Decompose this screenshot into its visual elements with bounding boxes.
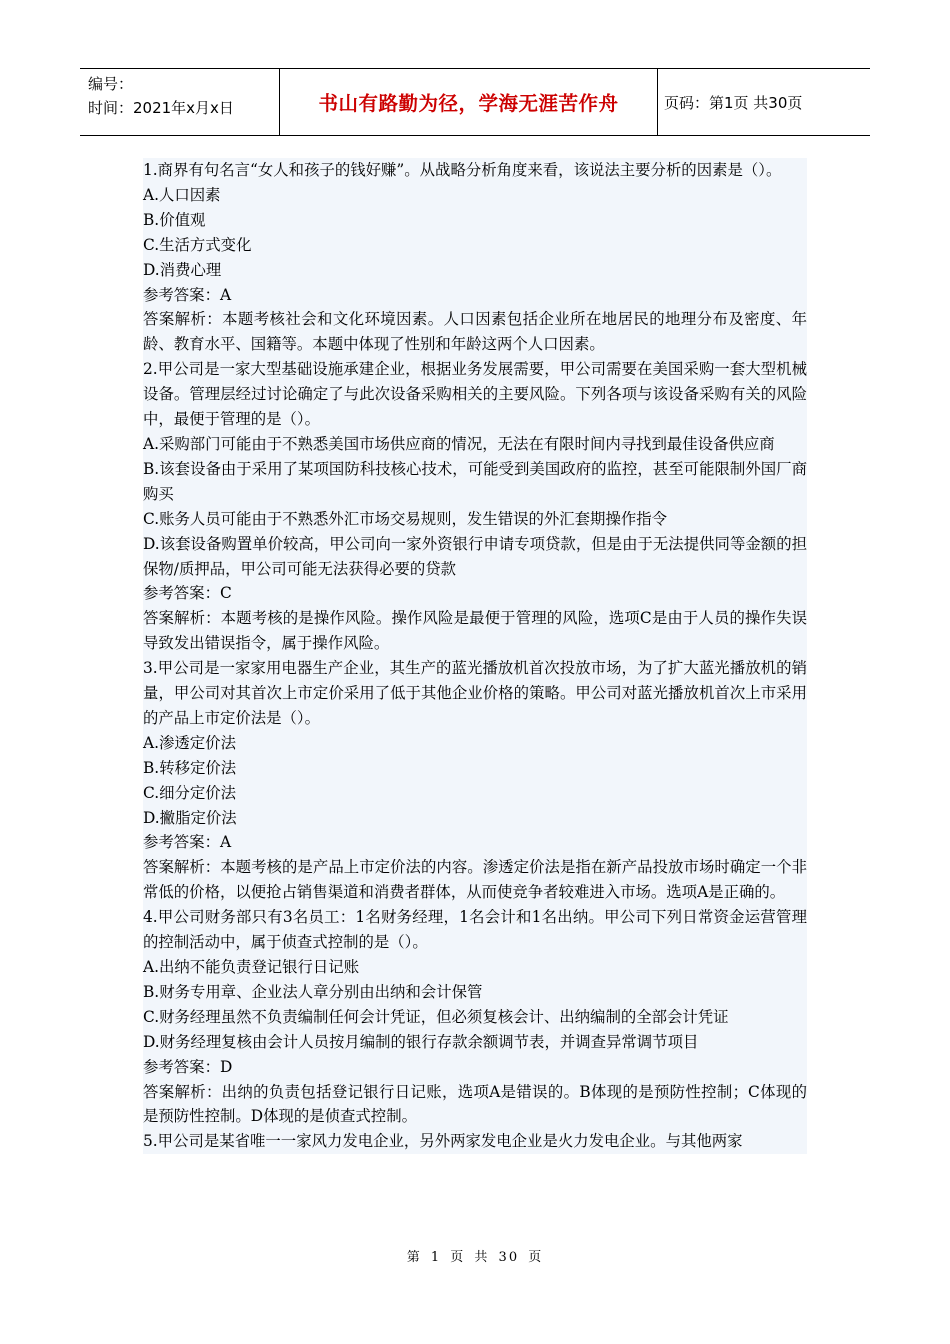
document-code-label: 编号： bbox=[88, 75, 134, 93]
paragraph: A.渗透定价法 bbox=[143, 733, 236, 752]
paragraph: B.该套设备由于采用了某项国防科技核心技术，可能受到美国政府的监控，甚至可能限制外国厂商购买 bbox=[143, 459, 807, 503]
header-motto-cell bbox=[280, 69, 658, 135]
document-body bbox=[143, 158, 807, 1154]
document-time-label: 时间：2021年x月x日 bbox=[88, 99, 234, 117]
paragraph: 参考答案：C bbox=[143, 584, 232, 603]
paragraph: A.出纳不能负责登记银行日记账 bbox=[143, 958, 360, 976]
paragraph: 答案解析：本题考核的是操作风险。操作风险是最便于管理的风险，选项C是由于人员的操作失误导致发出错误指令，属于操作风险。 bbox=[143, 609, 807, 653]
paragraph: 5.甲公司是某省唯一一家风力发电企业，另外两家发电企业是火力发电企业。与其他两家 bbox=[143, 1132, 743, 1151]
paragraph: 答案解析：本题考核的是产品上市定价法的内容。渗透定价法是指在新产品投放市场时确定一个非常低的价格，以便抢占销售渠道和消费者群体，从而使竞争者较难进入市场。选项A是正确的。 bbox=[143, 858, 807, 902]
paragraph: C.细分定价法 bbox=[143, 783, 237, 802]
header-meta-cell bbox=[80, 69, 280, 135]
header-page-cell bbox=[658, 69, 870, 135]
paragraph: D.消费心理 bbox=[143, 260, 222, 279]
paragraph: 答案解析：本题考核社会和文化环境因素。人口因素包括企业所在地居民的地理分布及密度、年龄、教育水平、国籍等。本题中体现了性别和年龄这两个人口因素。 bbox=[143, 310, 807, 354]
paragraph: 2.甲公司是一家大型基础设施承建企业，根据业务发展需要，甲公司需要在美国采购一套大型机械设备。管理层经过讨论确定了与此次设备采购相关的主要风险。下列各项与该设备采购有关的风险中，最便于管理的是（）。 bbox=[143, 360, 807, 429]
paragraph: D.该套设备购置单价较高，甲公司向一家外资银行申请专项贷款，但是由于无法提供同等金额的担保物/质押品，甲公司可能无法获得必要的贷款 bbox=[143, 534, 807, 578]
page-footer: 第 1 页 共 30 页 bbox=[406, 1250, 544, 1265]
paragraph: A.人口因素 bbox=[143, 185, 221, 204]
page-header bbox=[80, 68, 870, 136]
paragraph: 参考答案：A bbox=[143, 285, 232, 304]
header-motto: 书山有路勤为径，学海无涯苦作舟 bbox=[318, 92, 619, 115]
paragraph: 参考答案：A bbox=[143, 833, 232, 852]
paragraph: D.财务经理复核由会计人员按月编制的银行存款余额调节表，并调查异常调节项目 bbox=[143, 1032, 699, 1051]
paragraph: B.价值观 bbox=[143, 210, 206, 229]
header-page-info: 页码：第1页 共30页 bbox=[664, 93, 803, 112]
paragraph: 3.甲公司是一家家用电器生产企业，其生产的蓝光播放机首次投放市场，为了扩大蓝光播放机的销量，甲公司对其首次上市定价采用了低于其他企业价格的策略。甲公司对蓝光播放机首次上市采用的产品上市定价法是（）。 bbox=[143, 659, 807, 727]
paragraph: C.生活方式变化 bbox=[143, 235, 252, 254]
paragraph: B.转移定价法 bbox=[143, 758, 237, 777]
paragraph: D.撇脂定价法 bbox=[143, 808, 237, 827]
paragraph: 答案解析：出纳的负责包括登记银行日记账，选项A是错误的。B体现的是预防性控制；C体现的是预防性控制。D体现的是侦查式控制。 bbox=[143, 1082, 807, 1126]
paragraph: 4.甲公司财务部只有3名员工：1名财务经理，1名会计和1名出纳。甲公司下列日常资金运营管理的控制活动中，属于侦查式控制的是（）。 bbox=[143, 908, 807, 952]
paragraph: 参考答案：D bbox=[143, 1057, 233, 1076]
paragraph: C.账务人员可能由于不熟悉外汇市场交易规则，发生错误的外汇套期操作指令 bbox=[143, 509, 668, 528]
paragraph: 1.商界有句名言“女人和孩子的钱好赚”。从战略分析角度来看，该说法主要分析的因素是（）。 bbox=[143, 161, 782, 179]
paragraph: A.采购部门可能由于不熟悉美国市场供应商的情况，无法在有限时间内寻找到最佳设备供应商 bbox=[143, 434, 775, 453]
paragraph: B.财务专用章、企业法人章分别由出纳和会计保管 bbox=[143, 982, 483, 1001]
paragraph: C.财务经理虽然不负责编制任何会计凭证，但必须复核会计、出纳编制的全部会计凭证 bbox=[143, 1007, 729, 1026]
